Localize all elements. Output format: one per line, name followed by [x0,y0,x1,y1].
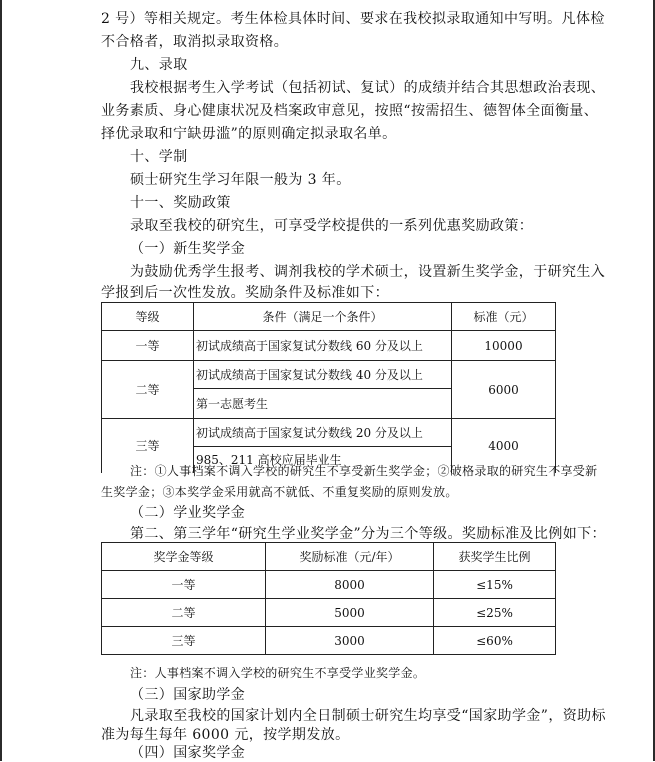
paragraph-line: 硕士研究生学习年限一般为 3 年。 [130,172,351,188]
paragraph-line: 录取至我校的研究生，可享受学校提供的一系列优惠奖励政策： [130,218,534,234]
paragraph-line: 业务素质、身心健康状况及档案政审意见，按照“按需招生、德智体全面衡量、 [101,103,599,119]
academic-scholarship-table [101,542,556,655]
level-cell: 三等 [102,627,266,655]
table-row [102,419,556,447]
table-header-cell: 等级 [102,303,194,331]
table-row [102,627,556,655]
condition-cell: 初试成绩高于国家复试分数线 60 分及以上 [194,331,452,361]
level-cell: 二等 [102,361,194,419]
ratio-cell: ≤60% [434,627,556,655]
subsection-heading-grant: （三）国家助学金 [130,687,246,703]
subsection-heading-freshman: （一）新生奖学金 [130,241,246,257]
paragraph-line: 第二、第三学年“研究生学业奖学金”分为三个等级。奖励标准及比例如下： [130,526,606,542]
amount-cell: 10000 [452,331,556,361]
condition-cell: 第一志愿考生 [194,389,452,419]
table-note: 生奖学金；③本奖学金采用就高不就低、不重复奖励的原则发放。 [101,485,458,499]
table-note: 注：①人事档案不调入学校的研究生不享受新生奖学金；②破格录取的研究生不享受新 [130,464,598,478]
table-note: 注：人事档案不调入学校的研究生不享受学业奖学金。 [130,666,426,680]
amount-cell: 8000 [266,571,434,599]
table-header-cell: 奖学金等级 [102,543,266,571]
table-row [102,361,556,389]
paragraph-line: 我校根据考生入学考试（包括初试、复试）的成绩并结合其思想政治表现、 [130,80,606,96]
level-cell: 一等 [102,571,266,599]
section-heading-rewards: 十一、奖励政策 [130,195,231,211]
paragraph-line: 为鼓励优秀学生报考、调剂我校的学术硕士，设置新生奖学金，于研究生入 [130,264,606,280]
subsection-heading-national: （四）国家奖学金 [130,745,246,761]
paragraph-line: 学报到后一次性发放。奖励条件及标准如下： [101,285,389,301]
level-cell: 二等 [102,599,266,627]
amount-cell: 4000 [452,419,556,473]
table-row [102,331,556,361]
ratio-cell: ≤25% [434,599,556,627]
ratio-cell: ≤15% [434,571,556,599]
section-heading-admission: 九、录取 [130,57,188,73]
section-heading-schooling: 十、学制 [130,149,188,165]
condition-cell: 985、211 高校应届毕业生 [194,447,452,473]
table-row [102,599,556,627]
paragraph-line: 不合格者，取消拟录取资格。 [101,34,289,50]
subsection-heading-academic: （二）学业奖学金 [130,505,246,521]
condition-cell: 初试成绩高于国家复试分数线 20 分及以上 [194,419,452,447]
paragraph-line: 准为每生每年 6000 元，按学期发放。 [101,727,350,743]
level-cell: 三等 [102,419,194,473]
table-header-cell: 奖励标准（元/年） [266,543,434,571]
paragraph-line: 2 号）等相关规定。考生体检具体时间、要求在我校拟录取通知中写明。凡体检 [101,11,605,27]
table-row [102,571,556,599]
table-header-cell: 标准（元） [452,303,556,331]
freshman-scholarship-table [101,302,556,473]
paragraph-line: 择优录取和宁缺毋滥”的原则确定拟录取名单。 [101,126,397,142]
amount-cell: 5000 [266,599,434,627]
amount-cell: 6000 [452,361,556,419]
condition-cell: 初试成绩高于国家复试分数线 40 分及以上 [194,361,452,389]
paragraph-line: 凡录取至我校的国家计划内全日制硕士研究生均享受“国家助学金”，资助标 [130,708,606,724]
amount-cell: 3000 [266,627,434,655]
level-cell: 一等 [102,331,194,361]
table-header-cell: 获奖学生比例 [434,543,556,571]
table-header-cell: 条件（满足一个条件） [194,303,452,331]
